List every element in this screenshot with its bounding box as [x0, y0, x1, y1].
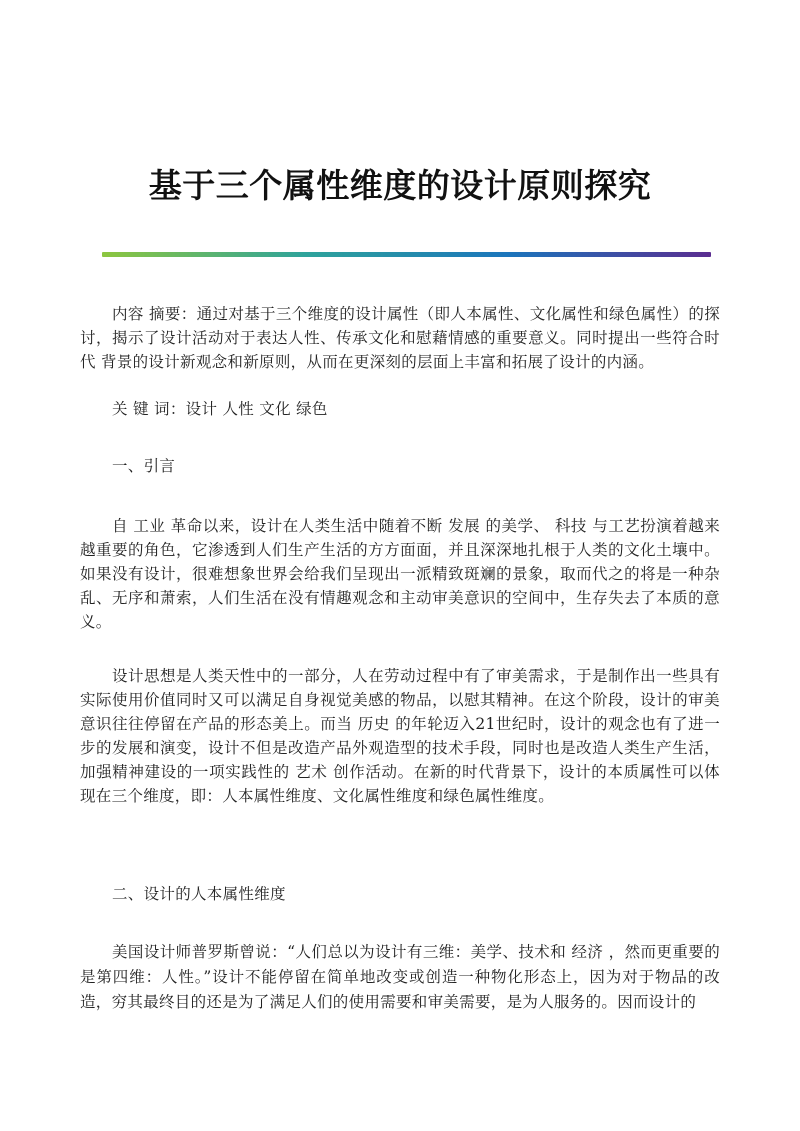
section-heading-introduction: 一、引言	[112, 457, 176, 475]
title-divider	[102, 252, 711, 257]
introduction-paragraph-1: 自 工业 革命以来，设计在人类生活中随着不断 发展 的美学、 科技 与工艺扮演着越来越重要的角色，它渗透到人们生产生活的方方面面，并且深深地扎根于人类的文化土壤中。如果没有设计，很难想象世界会给我们呈现出一派精致斑斓的景象，取而代之的将是一种杂乱、无序和萧索，人们生活在没有情趣观念和主动审美意识的空间中，生存失去了本质的意义。	[80, 517, 720, 631]
human-dimension-paragraph-1: 美国设计师普罗斯曾说：“人们总以为设计有三维：美学、技术和 经济 ，然而更重要的是第四维：人性。”设计不能停留在简单地改变或创造一种物化形态上，因为对于物品的改造，穷其最终目的还是为了满足人们的使用需要和审美需要，是为人服务的。因而设计的	[80, 943, 720, 1011]
keywords-line: 关 键 词：设计 人性 文化 绿色	[112, 400, 328, 418]
document-title: 基于三个属性维度的设计原则探究	[148, 166, 652, 205]
introduction-paragraph-2: 设计思想是人类天性中的一部分，人在劳动过程中有了审美需求，于是制作出一些具有实际使用价值同时又可以满足自身视觉美感的物品，以慰其精神。在这个阶段，设计的审美意识往往停留在产品的形态美上。而当 历史 的年轮迈入21世纪时，设计的观念也有了进一步的发展和演变，设计不但是改造产品外观造型的技术手段，同时也是改造人类生产生活，加强精神建设的一项实践性的 艺术 创作活动。在新的时代背景下，设计的本质属性可以体现在三个维度，即：人本属性维度、文化属性维度和绿色属性维度。	[80, 667, 720, 805]
section-heading-human-dimension: 二、设计的人本属性维度	[112, 885, 286, 903]
abstract-paragraph: 内容 摘要：通过对基于三个维度的设计属性（即人本属性、文化属性和绿色属性）的探讨，揭示了设计活动对于表达人性、传承文化和慰藉情感的重要意义。同时提出一些符合时代 背景的设计新观念和新原则，从而在更深刻的层面上丰富和拓展了设计的内涵。	[80, 305, 720, 371]
